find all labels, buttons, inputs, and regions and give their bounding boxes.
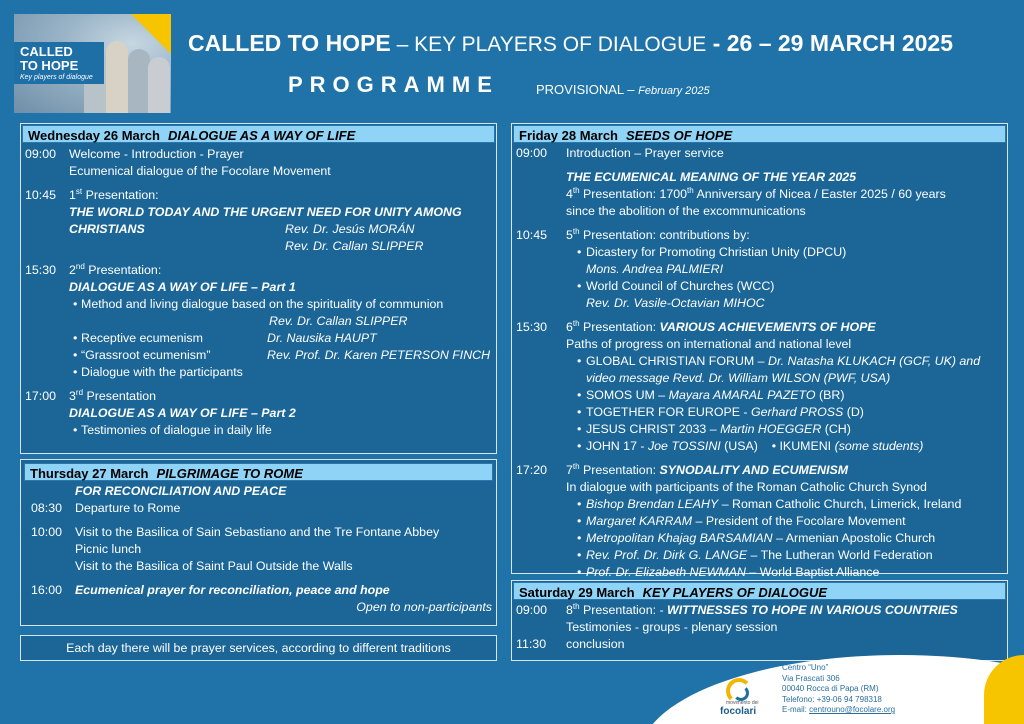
contact-address: Centro “Uno” Via Frascati 306 00040 Rocca di Papa (RM) Telefono: +39-06 94 798318 E-mail: centrouno@focolare.org: [782, 663, 896, 714]
event-logo: [14, 14, 171, 113]
logo-label: CALLED TO HOPE Key players of dialogue: [14, 42, 104, 84]
saturday-box: Saturday 29 March KEY PLAYERS OF DIALOGUE 09:00 8th Presentation: - WITTNESSES TO HOPE IN VARIOUS COUNTRIES Testimonies - groups - plenary session 11:30 conclusion: [511, 580, 1008, 661]
provisional-note: PROVISIONAL – February 2025: [536, 82, 710, 97]
email-link[interactable]: centrouno@focolare.org: [809, 705, 896, 714]
page-title: CALLED TO HOPE – KEY PLAYERS OF DIALOGUE - 26 – 29 MARCH 2025: [188, 30, 954, 56]
thursday-header: Thursday 27 March PILGRIMAGE TO ROME: [24, 463, 493, 481]
focolari-logo-small: movimento dei: [726, 700, 759, 706]
wednesday-box: Wednesday 26 March DIALOGUE AS A WAY OF LIFE 09:00 Welcome - Introduction - Prayer Ecumenical dialogue of the Focolare Movement 10:45 1st Presentation: THE WORLD TODAY AND THE URGENT NEED FOR UNITY AMONG CHRISTIANS Rev. Dr. Jesús MORÁN Rev. Dr. Callan SLIPPER 15:30 2nd Presentation: DIALOGUE AS A WAY OF LIFE – Part 1 • Method and living dialogue based on the spirituality of communion Rev. Dr. Callan SLIPPER • Receptive ecumenism Dr. Nausika HAUPT • “Grassroot ecumenism” Rev. Prof. Dr. Karen PETERSON FINCH • Dialogue with the participants 17:00 3rd Presentation DIALOGUE AS A WAY OF LIFE – Part 2 • Testimonies of dialogue in daily life: [20, 123, 497, 454]
focolari-logo-text: focolari: [720, 706, 757, 717]
wednesday-header: Wednesday 26 March DIALOGUE AS A WAY OF LIFE: [22, 125, 495, 143]
friday-header: Friday 28 March SEEDS OF HOPE: [513, 125, 1006, 143]
prayer-note: Each day there will be prayer services, according to different traditions: [20, 635, 497, 661]
thursday-box: Thursday 27 March PILGRIMAGE TO ROME FOR RECONCILIATION AND PEACE 08:30 Departure to Rome 10:00 Visit to the Basilica of Sain Sebastiano and the Tre Fontane Abbey Picnic lunch Visit to the Basilica of Saint Paul Outside the Walls 16:00 Ecumenical prayer for reconciliation, peace and hope Open to non-participants: [20, 459, 497, 626]
programme-heading: PROGRAMME: [288, 72, 499, 97]
friday-box: Friday 28 March SEEDS OF HOPE 09:00 Introduction – Prayer service THE ECUMENICAL MEANING OF THE YEAR 2025 4th Presentation: 1700th Anniversary of Nicea / Easter 2025 / 60 years since the abolition of the excommunications 10:45 5th Presentation: contributions by: • Dicastery for Promoting Christian Unity (DPCU) Mons. Andrea PALMIERI • World Council of Churches (WCC) Rev. Dr. Vasile-Octavian MIHOC 15:30 6th Presentation: VARIOUS ACHIEVEMENTS OF HOPE Paths of progress on international and national level • GLOBAL CHRISTIAN FORUM – Dr. Natasha KLUKACH (GCF, UK) and video message Revd. Dr. William WILSON (PWF, USA) • SOMOS UM – Mayara AMARAL PAZETO (BR) • TOGETHER FOR EUROPE - Gerhard PROSS (D) • JESUS CHRIST 2033 – Martin HOEGGER (CH) • JOHN 17 - Joe TOSSINI (USA) • IKUMENI (some students) 17:20 7th Presentation: SYNODALITY AND ECUMENISM In dialogue with participants of the Roman Catholic Church Synod • Bishop Brendan LEAHY – Roman Catholic Church, Limerick, Ireland • Margaret KARRAM – President of the Focolare Movement • Metropolitan Khajag BARSAMIAN – Armenian Apostolic Church • Rev. Prof. Dr. Dirk G. LANGE – The Lutheran World Federation • Prof. Dr. Elizabeth NEWMAN – World Baptist Alliance: [511, 123, 1008, 574]
saturday-header: Saturday 29 March KEY PLAYERS OF DIALOGUE: [513, 582, 1006, 600]
